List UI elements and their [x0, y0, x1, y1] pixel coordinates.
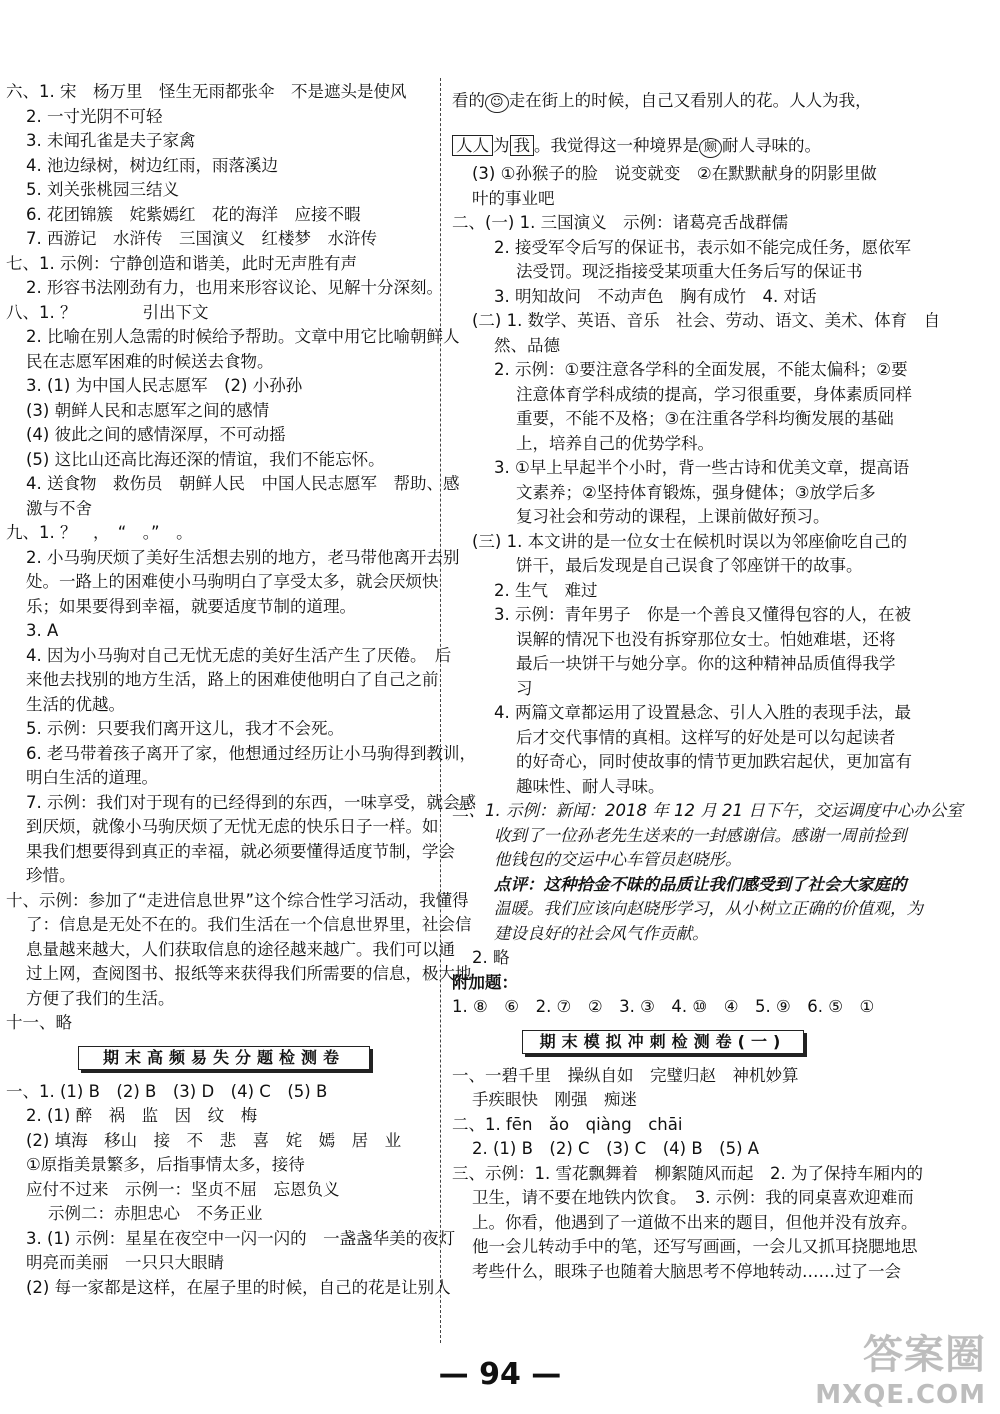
text-line: (3) ①孙猴子的脸 说变就变 ②在默默献身的阴影里做	[472, 164, 877, 183]
section-11: 十一、略	[6, 1013, 72, 1032]
text-span: 耐人寻味的。	[722, 136, 822, 155]
text-line: 来他去找别的地方生活，路上的困难使他明白了自己之前	[26, 670, 439, 689]
text-line: 最后一块饼干与她分享。你的这种精神品质值得我学	[516, 654, 896, 673]
right-column	[452, 80, 992, 1284]
text-line: 应付不过来 示例一：坚贞不屈 忘恩负义	[26, 1179, 340, 1199]
text-line: 7. 示例：我们对于现有的已经得到的东西，一味享受，就会感	[26, 792, 476, 812]
section-title-mock-test-1: 期末模拟冲刺检测卷(一)	[522, 1030, 804, 1054]
text-line: 七、1. 示例：宁静创造和谐美，此时无声胜有声	[6, 253, 357, 273]
watermark-text: 答案圈	[863, 1332, 986, 1378]
text-line: 习	[516, 678, 533, 698]
text-line: 三、示例：1. 雪花飘舞着 柳絮随风而起 2. 为了保持车厢内的	[452, 1163, 923, 1183]
text-line: 文素养；②坚持体育锻炼，强身健体；③放学后多	[516, 482, 876, 502]
text-line: 乐；如果要得到幸福，就要适度节制的道理。	[26, 596, 356, 616]
text-line: 点评：这种拾金不昧的品质让我们感受到了社会大家庭的	[494, 874, 907, 894]
text-line: 九、1. ？ ， “ 。” 。	[6, 523, 193, 542]
text-line: 6. 老马带着孩子离开了家，他想通过经历让小马驹得到教训，	[26, 743, 476, 763]
extra-questions-label: 附加题：	[452, 972, 518, 992]
text-line: 他一会儿转动手中的笔，还写写画画，一会儿又抓耳挠腮地思	[472, 1237, 918, 1256]
text-line: 示例二：赤胆忠心 不务正业	[48, 1204, 263, 1223]
section-title-high-frequency: 期末高频易失分题检测卷	[78, 1046, 370, 1070]
text-line: 7. 西游记 水浒传 三国演义 红楼梦 水浒传	[26, 229, 377, 248]
text-line: 趣味性、耐人寻味。	[516, 776, 665, 796]
text-line: 4. 池边绿树，树边红雨，雨落溪边	[26, 155, 278, 175]
text-line: 建设良好的社会风气作贡献。	[494, 923, 709, 943]
text-line: 一、1. (1) B (2) B (3) D (4) C (5) B	[6, 1081, 328, 1101]
section-6	[6, 80, 430, 252]
text-line: 生活的优越。	[26, 694, 125, 714]
text-line: 2. (1) B (2) C (3) C (4) B (5) A	[472, 1139, 760, 1158]
text-line: 收到了一位孙老先生送来的一封感谢信。感谢一周前捡到	[494, 825, 907, 845]
text-line: 复习社会和劳动的课程，上课前做好预习。	[516, 507, 830, 526]
text-line: 3. (1) 示例：星星在夜空中一闪一闪的 一盏盏华美的夜灯	[26, 1228, 456, 1248]
text-line: 3. 示例：青年男子 你是一个善良又懂得包容的人，在被	[494, 605, 911, 624]
text-line: 方便了我们的生活。	[26, 988, 175, 1008]
watermark-logo	[815, 1323, 986, 1410]
boxed-word: 我	[510, 135, 535, 156]
text-line: 重要，不能不及格；③在注重各学科均衡发展的基础	[516, 409, 894, 428]
text-line	[452, 80, 992, 116]
text-line: 3. 未闻孔雀是夫子家禽	[26, 131, 196, 150]
section-7	[6, 252, 443, 301]
text-line: 4. 两篇文章都运用了设置悬念、引人入胜的表现手法，最	[494, 703, 911, 722]
text-line: 法受罚。现泛指接受某项重大任务后写的保证书	[516, 262, 863, 281]
text-line: 考些什么，眼珠子也随着大脑思考不停地转动……过了一会	[472, 1261, 901, 1281]
text-line: 温暖。我们应该向赵晓彤学习，从小树立正确的价值观，为	[494, 899, 923, 918]
text-line: 4. 因为小马驹对自己无忧无虑的美好生活产生了厌倦。 后	[26, 645, 452, 665]
text-line: (三) 1. 本文讲的是一位女士在候机时误以为邻座偷吃自己的	[472, 531, 908, 551]
text-line: 到厌烦，就像小马驹厌烦了无忧无虑的快乐日子一样。如	[26, 817, 439, 836]
text-line: 珍惜。	[26, 866, 76, 885]
text-line: 激与不舍	[26, 498, 92, 518]
text-line: 3. (1) 为中国人民志愿军 (2) 小孙孙	[26, 376, 303, 395]
text-line: 2. 略	[472, 948, 510, 967]
text-line: 2. 小马驹厌烦了美好生活想去别的地方，老马带他离开去别	[26, 547, 460, 567]
text-line: (3) 朝鲜人民和志愿军之间的感情	[26, 400, 270, 420]
text-line: 注意体育学科成绩的提高，学习很重要，身体素质同样	[516, 384, 912, 404]
text-span: 看的	[452, 91, 485, 110]
test-2-answers	[6, 1080, 456, 1301]
text-line: 明亮而美丽 一只只大眼睛	[26, 1253, 224, 1272]
smiley-face-icon: ☺	[485, 93, 509, 113]
text-line: 3. A	[26, 621, 59, 640]
text-line: (2) 每一家都是这样，在屋子里的时候，自己的花是让别人	[26, 1277, 451, 1297]
text-line: 卫生，请不要在地铁内饮食。 3. 示例：我的同桌喜欢迎难而	[472, 1188, 914, 1207]
text-line: 2. 接受军令后写的保证书，表示如不能完成任务，愿依军	[494, 237, 911, 257]
section-8	[6, 301, 460, 522]
section-2-part-2	[452, 309, 992, 530]
text-line: (5) 这比山还高比海还深的情谊，我们不能忘怀。	[26, 449, 385, 469]
text-line: 手疾眼快 刚强 痴迷	[472, 1090, 637, 1109]
text-line: (二) 1. 数学、英语、音乐 社会、劳动、语文、美术、体育 自	[472, 311, 941, 330]
text-line: 息量越来越大，人们获取信息的途径越来越广。我们可以通	[26, 939, 455, 959]
text-line: 饼干，最后发现是自己误食了邻座饼干的故事。	[516, 556, 863, 575]
text-line: 十、示例：参加了“走进信息世界”这个综合性学习活动，我懂得	[6, 890, 469, 910]
boxed-word: 人人	[452, 135, 493, 156]
text-line: 处。一路上的困难使小马驹明白了享受太多，就会厌烦快	[26, 572, 439, 591]
column-divider	[440, 78, 441, 1343]
text-line: 叶的事业吧	[472, 188, 555, 208]
text-line: 2. 一寸光阴不可轻	[26, 106, 163, 126]
text-line: 2. (1) 醉 祸 监 因 纹 梅	[26, 1106, 258, 1125]
text-line: 一、一碧千里 操纵自如 完璧归赵 神机妙算	[452, 1065, 799, 1085]
text-line: (4) 彼此之间的感情深厚，不可动摇	[26, 425, 286, 444]
text-line: 5. 刘关张桃园三结义	[26, 180, 179, 199]
text-line: 6. 花团锦簇 姹紫嫣红 花的海洋 应接不暇	[26, 204, 361, 224]
extra-questions-answers: 1. ⑧ ⑥ 2. ⑦ ② 3. ③ 4. ⑩ ④ 5. ⑨ 6. ⑤ ①	[452, 997, 875, 1016]
text-line: ①原指美景繁多，后指事情太多，接待	[26, 1155, 305, 1174]
text-line: 二、1. fēn ǎo qiàng chāi	[452, 1114, 683, 1134]
text-line: 明白生活的道理。	[26, 768, 158, 787]
circled-word: 颇	[699, 138, 722, 158]
text-line: 的好奇心，同时使故事的情节更加跌宕起伏，更加富有	[516, 752, 912, 771]
text-line: 5. 示例：只要我们离开这儿，我才不会死。	[26, 719, 344, 738]
text-line: 他钱包的交运中心车管员赵晓彤。	[494, 850, 742, 869]
test-3-answers	[452, 1064, 992, 1285]
text-span: 。我觉得这一种境界是	[534, 136, 699, 155]
section-10	[6, 889, 472, 1012]
text-line: 上。你看，他遇到了一道做不出来的题目，但他并没有放弃。	[472, 1212, 918, 1232]
section-3	[452, 799, 992, 971]
text-line: 果我们想要得到真正的幸福，就必须要懂得适度节制，学会	[26, 841, 455, 861]
text-line: 4. 送食物 救伤员 朝鲜人民 中国人民志愿军 帮助、感	[26, 474, 460, 493]
section-2-part-3	[452, 530, 992, 800]
text-line: 然、品德	[494, 335, 560, 355]
watermark-url: MXQE.COM	[815, 1380, 986, 1410]
text-line: 上，培养自己的优势学科。	[516, 433, 714, 453]
text-span: 为	[493, 136, 510, 155]
text-line: 八、1. ？ 引出下文	[6, 302, 209, 322]
text-line: 2. 比喻在别人急需的时候给予帮助。文章中用它比喻朝鲜人	[26, 327, 460, 346]
text-line: 3. ①早上早起半个小时，背一些古诗和优美文章，提高语	[494, 458, 910, 477]
text-line: 2. 示例：①要注意各学科的全面发展，不能太偏科；②要	[494, 360, 908, 379]
text-line: 误解的情况下也没有拆穿那位女士。怕她难堪，还将	[516, 629, 896, 649]
text-line: 民在志愿军困难的时候送去食物。	[26, 351, 274, 371]
text-line: 了：信息是无处不在的。我们生活在一个信息世界里，社会信	[26, 915, 472, 934]
text-line	[452, 130, 992, 162]
page-number: — 94 —	[438, 1357, 562, 1392]
text-span: 走在街上的时候，自己又看别人的花。人人为我，	[508, 91, 872, 110]
text-line: 后才交代事情的真相。这样写的好处是可以勾起读者	[516, 727, 896, 747]
text-line: 2. 形容书法刚劲有力，也用来形容议论、见解十分深刻。	[26, 278, 443, 297]
section-2-part-1	[452, 211, 992, 309]
text-line: 过上网，查阅图书、报纸等来获得我们所需要的信息，极大地	[26, 964, 472, 983]
text-line: 2. 生气 难过	[494, 580, 598, 600]
text-line: (2) 填海 移山 接 不 悲 喜 姹 嫣 居 业	[26, 1130, 402, 1150]
text-line: 六、1. 宋 杨万里 怪生无雨都张伞 不是遮头是使风	[6, 82, 407, 101]
text-line: 三、1. 示例：新闻：2018 年 12 月 21 日下午，交运调度中心办公室	[452, 801, 963, 820]
text-line: 3. 明知故问 不动声色 胸有成竹 4. 对话	[494, 286, 817, 306]
text-line: 二、(一) 1. 三国演义 示例：诸葛亮舌战群儒	[452, 213, 789, 232]
section-9	[6, 521, 476, 889]
